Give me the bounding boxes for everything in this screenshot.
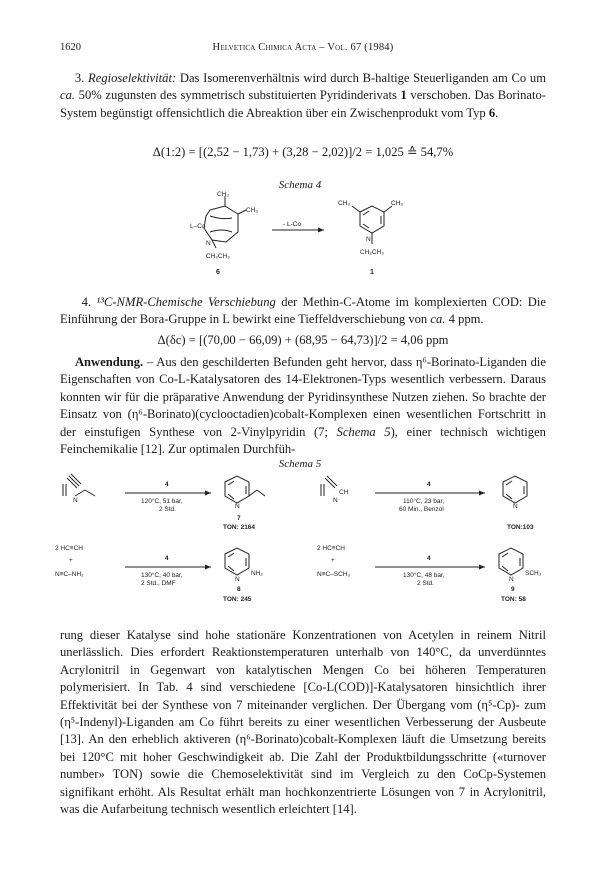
r2-time: 60 Min., Benzol xyxy=(399,506,444,513)
r3-product-structure xyxy=(225,548,249,575)
r3-product-number: 8 xyxy=(237,586,241,593)
label-n: N xyxy=(366,236,371,243)
text-run: Das Isomerenverhältnis wird durch B-haltige Steuerliganden am Co um xyxy=(176,71,547,85)
r3-catalyst: 4 xyxy=(165,555,169,562)
item-number: 3. xyxy=(74,71,89,85)
arrow-head xyxy=(205,491,211,496)
arrow-label: - L-Co xyxy=(283,221,302,228)
paragraph-regioselectivity xyxy=(60,70,546,122)
r1-catalyst: 4 xyxy=(165,481,169,488)
text-run: . xyxy=(495,105,499,120)
r3-substituent: NH₂ xyxy=(251,570,263,577)
r4-nitrile: N≡C–SCH₃ xyxy=(317,571,351,578)
label-n: N xyxy=(509,576,514,583)
label-ethyl: CH₂CH₃ xyxy=(206,253,230,260)
r2-reactants xyxy=(321,476,337,496)
r3-cyanamide: N≡C–NH₂ xyxy=(55,571,84,578)
label-ch3: CH₃ xyxy=(338,200,351,207)
label-n: N xyxy=(235,503,240,510)
label-n: N xyxy=(206,240,211,247)
section-title: Anwendung. xyxy=(74,355,144,369)
compound-6-number: 6 xyxy=(216,269,220,276)
r3-acetylene: 2 HC≡CH xyxy=(55,545,83,552)
label-n: N xyxy=(333,497,338,504)
r1-reactants xyxy=(63,474,95,496)
text-run: ca. xyxy=(430,312,446,327)
compound-ref: 6 xyxy=(488,105,496,120)
text-run: ), einer technisch wichtigen Feinchemikalie [12]. Zur optimalen Durchfüh- xyxy=(60,424,546,457)
label-n: N xyxy=(235,576,240,583)
r4-substituent: SCH₃ xyxy=(525,570,542,577)
item-title: Regioselektivität: xyxy=(88,71,177,85)
item-title: ¹³C-NMR-Chemische Verschiebung xyxy=(96,295,276,309)
text-run: 4 ppm. xyxy=(445,312,484,327)
r3-ton: TON: 245 xyxy=(223,596,252,603)
r2-catalyst: 4 xyxy=(427,481,431,488)
r2-nitrile: CH xyxy=(339,489,349,496)
r3-time: 2 Std., DMF xyxy=(141,580,176,587)
r4-plus: + xyxy=(331,557,335,564)
label-ch3: CH₃ xyxy=(391,200,404,207)
r2-ton: TON:103 xyxy=(507,524,534,531)
page-number: 1620 xyxy=(60,42,81,53)
r1-product-number: 7 xyxy=(237,515,241,522)
compound-ref: 1 xyxy=(400,88,407,103)
equation-1: Δ(1:2) = [(2,52 − 1,73) + (3,28 − 2,02)]/2 = 1,025 ≙ 54,7% xyxy=(152,145,454,159)
label-lco: L–Co xyxy=(190,223,206,230)
label-ethyl: CH₂CH₃ xyxy=(360,249,384,256)
compound-1-structure xyxy=(352,206,392,244)
r4-product-structure xyxy=(499,548,523,575)
arrow-head xyxy=(205,565,211,570)
schema-5-diagram xyxy=(55,470,550,610)
label-ch3: CH₃ xyxy=(246,207,259,214)
r4-catalyst: 4 xyxy=(427,555,431,562)
text-run: der Methin-C-Atome im komplexierten COD: Die Einführung der Bora-Gruppe in L bewirkt eine Tieffeldverschiebung von xyxy=(60,295,546,327)
arrow-head xyxy=(318,228,324,233)
schema-5-caption: Schema 5 xyxy=(278,458,322,470)
item-number: 4. xyxy=(81,295,97,309)
r1-product-structure xyxy=(225,476,265,503)
text-run: 50% zugunsten des symmetrisch substituierten Pyridinderivats xyxy=(75,88,401,103)
label-n: N xyxy=(513,503,518,510)
r1-time: 2 Std. xyxy=(159,506,176,513)
schema-ref: Schema 5 xyxy=(336,424,391,439)
r4-conditions: 130°C, 48 bar, xyxy=(403,572,445,579)
equation-2: Δ(δc) = [(70,00 − 66,09) + (68,95 − 64,73)]/2 = 4,06 ppm xyxy=(157,333,449,347)
r4-product-number: 9 xyxy=(511,586,515,593)
r2-conditions: 110°C, 23 bar, xyxy=(403,498,445,505)
r4-time: 2 Std. xyxy=(417,580,434,587)
arrow-head xyxy=(479,491,485,496)
arrow-head xyxy=(479,565,485,570)
paragraph-anwendung xyxy=(60,354,546,458)
label-n: N xyxy=(73,497,78,504)
r4-acetylene: 2 HC≡CH xyxy=(317,545,345,552)
r1-conditions: 120°C, 51 bar, xyxy=(141,498,183,505)
label-ch3: CH₃ xyxy=(217,191,230,198)
paragraph-nmr-shift xyxy=(60,294,546,329)
text-run: – Aus den geschilderten Befunden geht hervor, dass η⁶-Borinato-Liganden die Eigenschaften von Co-L-Katalysatoren des 14-Elektronen-Typs wesentlich verbessern. Daraus konnten wir für die präparative Anwendung der Pyridinsynthese Nutzen ziehen. So brachte der Einsatz von (η⁶-Borinato)(cyclooctadien)cobalt-Komplexen einen wesentlichen Fortschritt in der einstufigen Synthese von 2-Vinylpyridin (7; xyxy=(60,355,546,439)
page-header xyxy=(60,42,546,56)
r2-product-structure xyxy=(503,476,527,503)
running-title: Helvetica Chimica Acta – Vol. 67 (1984) xyxy=(212,42,394,53)
compound-1-number: 1 xyxy=(370,269,374,276)
text-run: ca. xyxy=(60,88,76,103)
r3-conditions: 130°C, 40 bar, xyxy=(141,572,183,579)
r1-ton: TON: 2164 xyxy=(223,524,256,531)
schema-4-caption: Schema 4 xyxy=(278,179,322,191)
schema-4-diagram xyxy=(180,188,420,278)
r3-plus: + xyxy=(69,557,73,564)
r4-ton: TON: 58 xyxy=(501,596,526,603)
paragraph-continuation: rung dieser Katalyse sind hohe stationäre Konzentrationen von Acetylen in reinem Nitril unerlässlich. Dies erfordert Reaktionstemperaturen unterhalb von 140°C, da unverdünntes Acrylonitril in Gegenwart von katalytischen Mengen Co bei höheren Temperaturen polymerisiert. In Tab. 4 sind verschiedene [Co-L(COD)]-Katalysatoren hinsichtlich ihrer Effektivität bei der Synthese von 7 miteinander verglichen. Der Übergang vom (η⁵-Cp)- zum (η⁵-Indenyl)-Liganden am Co führt bereits zu einer wesentlichen Verbesserung der Ausbeute [13]. An den erheblich aktiveren (η⁶-Borinato)cobalt-Komplexen läuft die Umsetzung bereits bei 120°C mit hoher Geschwindigkeit ab. Die Zahl der Produktbildungsschritte («turnover number» TON) sowie die Chemoselektivität sind im Vergleich zu den CoCp-Systemen signifikant erhöht. Als Resultat erhält man hochkonzentrierte Lösungen von 7 in Acrylonitril, was die Aufarbeitung technisch wesentlich erleichtert [14]. xyxy=(60,628,546,817)
text-run: verschoben. Das Borinato-System begünstigt offensichtlich die Abreaktion über ein Zwischenprodukt vom Typ xyxy=(60,88,546,120)
